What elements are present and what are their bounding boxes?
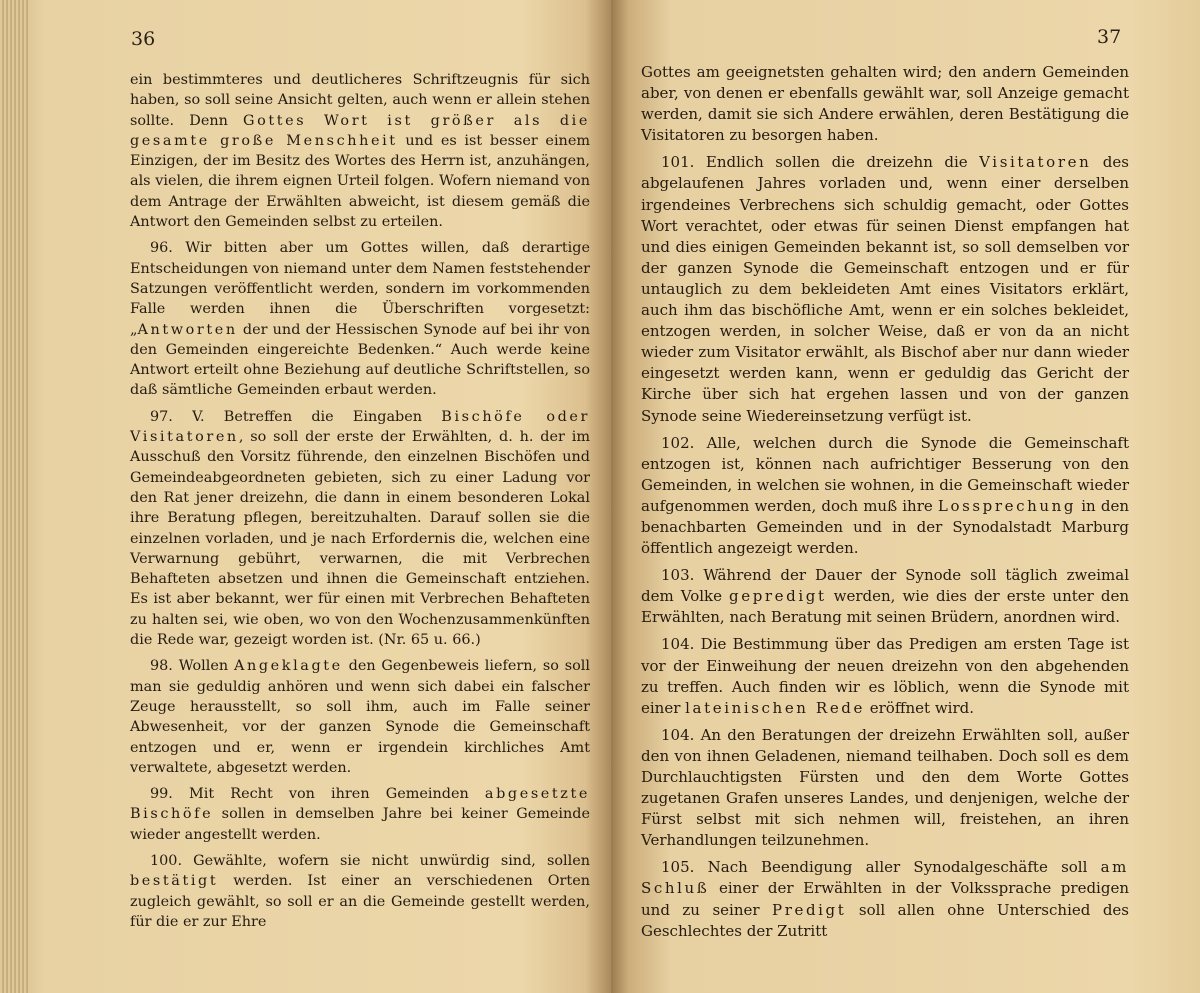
spaced-emphasis: Bischöfe oder Visitatoren [130, 408, 591, 446]
spaced-emphasis: Lossprechung [937, 496, 1077, 515]
spaced-emphasis: lateinischen Rede [685, 698, 865, 717]
paragraph-101: 101. Endlich sollen die dreizehn die Visitatoren des abgelaufenen Jahres vorladen und, wenn einer derselben irgendeines Verbrechens sich schuldig gemacht, oder Gottes Wort verachtet, oder etwas für seinen Dienst empfangen hat und dies einigen Gemeinden bekannt ist, so soll demselben vor der ganzen Synode die Gemeinschaft entzogen und er für untauglich zu dem bekleideten Amt eines Visitators erklärt, auch ihm das bischöfliche Amt, wenn er ein solches bekleidet, entzogen werden, in solcher Weise, daß er von da an nicht wieder zum Visitator erwählt, als Bischof aber nur dann wieder eingesetzt werden kann, wenn er geduldig das Gericht der Kirche über sich hat ergehen lassen und von der ganzen Synode seine Wiedereinsetzung verfügt ist. [641, 153, 1129, 425]
page-edge-stack [0, 0, 30, 993]
spaced-emphasis: Visitatoren [979, 153, 1092, 172]
spaced-emphasis: Predigt [772, 900, 847, 919]
spaced-emphasis: Antworten [137, 321, 238, 338]
spaced-emphasis: Gottes Wort ist größer als die gesamte große Menschheit [130, 112, 590, 149]
paragraph-104: 104. Die Bestimmung über das Predigen am ersten Tage ist vor der Einweihung der neuen dreizehn von den abgehenden zu treffen. Auch finden wir es löblich, wenn die Synode mit einer lateinischen Rede eröffnet wird. [641, 635, 1129, 717]
spaced-emphasis: am Schluß [641, 858, 1129, 898]
paragraph-105: 105. Nach Beendigung aller Synodalgeschäfte soll am Schluß einer der Erwählten in der Volkssprache predigen und zu seiner Predigt soll allen ohne Unterschied des Geschlechtes der Zutritt [641, 858, 1130, 940]
page-number: 37 [1097, 26, 1122, 48]
left-page-text [130, 70, 590, 932]
spaced-emphasis: bestätigt [130, 873, 219, 890]
paragraph-97: 97. V. Betreffen die Eingaben Bischöfe oder Visitatoren, so soll der erste der Erwählten, d. h. der im Ausschuß den Vorsitz führende, den einzelnen Bischöfen und Gemeindeabgeordneten gebieten, sich zu einer Ladung vor den Rat jener dreizehn, die dann in einem besonderen Lokal ihre Beratung pflegen, bereitzuhalten. Darauf sollen sie die einzelnen vorladen, und je nach Erfordernis die, welchen eine Verwarnung gebührt, verwarnen, die mit Verbrechen Behafteten absetzen und ihnen die Gemeinschaft entziehen. Es ist aber bekannt, wer für einen mit Verbrechen Behafteten zu halten sei, wie oben, wo von den Wochenzusammenkünften die Rede war, gezeigt worden ist. (Nr. 65 u. 66.) [130, 408, 591, 649]
paragraph-100-end: Gottes am geeignetsten gehalten wird; den andern Gemeinden aber, von denen er ebenfalls gewählt war, soll Anzeige gemacht werden, damit sie sich Andere erwählen, deren Bestätigung die Visitatoren zu besorgen haben. [641, 63, 1129, 145]
paragraph-98: 98. Wollen Angeklagte den Gegenbeweis liefern, so soll man sie geduldig anhören und wenn sich dabei ein falscher Zeuge herausstellt, so soll ihm, auch im Falle seiner Abwesenheit, vor der ganzen Synode die Gemeinschaft entzogen und er, wenn er irgendein kirchliches Amt verwaltete, abgesetzt werden. [130, 658, 590, 776]
spaced-emphasis: abgesetzte Bischöfe [130, 786, 590, 823]
paragraph-103: 103. Während der Dauer der Synode soll täglich zweimal dem Volke gepredigt werden, wie dies der erste unter den Erwählten, nach Beratung mit seinen Brüdern, anordnen wird. [641, 566, 1129, 627]
spaced-emphasis: gepredigt [729, 587, 827, 606]
paragraph-99: 99. Mit Recht von ihren Gemeinden abgesetzte Bischöfe sollen in demselben Jahre bei keiner Gemeinde wieder angestellt werden. [130, 786, 590, 843]
paragraph-100: 100. Gewählte, wofern sie nicht unwürdig sind, sollen bestätigt werden. Ist einer an verschiedenen Orten zugleich gewählt, so soll er an die Gemeinde gestellt werden, für die er zur Ehre [130, 852, 590, 930]
paragraph-96: 96. Wir bitten aber um Gottes willen, daß derartige Entscheidungen von niemand unter dem Namen feststehender Satzungen veröffentlicht werden, sondern im vorkommenden Falle werden ihnen die Überschriften vorgesetzt: „Antworten der und der Hessischen Synode auf bei ihr von den Gemeinden eingereichte Bedenken.“ Auch werde keine Antwort erteilt ohne Beziehung auf deutliche Schriftstellen, so daß sämtliche Gemeinden erbaut werden. [130, 240, 590, 399]
paragraph-104b: 104. An den Beratungen der dreizehn Erwählten soll, außer den von ihnen Geladenen, niemand teilhaben. Doch soll es dem Durchlauchtigsten Fürsten und den dem Worte Gottes zugetanen Grafen unseres Landes, und denjenigen, welche der Fürst selbst mit sich nehmen will, freistehen, an ihren Verhandlungen teilzunehmen. [641, 725, 1129, 850]
paragraph-95-end: ein bestimmteres und deutlicheres Schriftzeugnis für sich haben, so soll seine Ansicht gelten, auch wenn er allein stehen sollte. Denn Gottes Wort ist größer als die gesamte große Menschheit und es ist besser einem Einzigen, der im Besitz des Wortes des Herrn ist, anzuhängen, als vielen, die ihrem eignen Urteil folgen. Wofern niemand von dem Antrage der Erwählten abweicht, ist diesem gemäß die Antwort den Gemeinden selbst zu erteilen. [130, 72, 590, 231]
spaced-emphasis: Angeklagte [233, 658, 343, 675]
paragraph-102: 102. Alle, welchen durch die Synode die Gemeinschaft entzogen ist, können nach aufrichtiger Besserung von den Gemeinden, in welchen sie wohnen, in die Gemeinschaft wieder aufgenommen werden, doch muß ihre Lossprechung in den benachbarten Gemeinden und in der Synodalstadt Marburg öffentlich angezeigt werden. [641, 433, 1129, 558]
right-page-text [641, 62, 1129, 942]
page-number: 36 [131, 28, 156, 50]
right-page [611, 0, 1200, 993]
